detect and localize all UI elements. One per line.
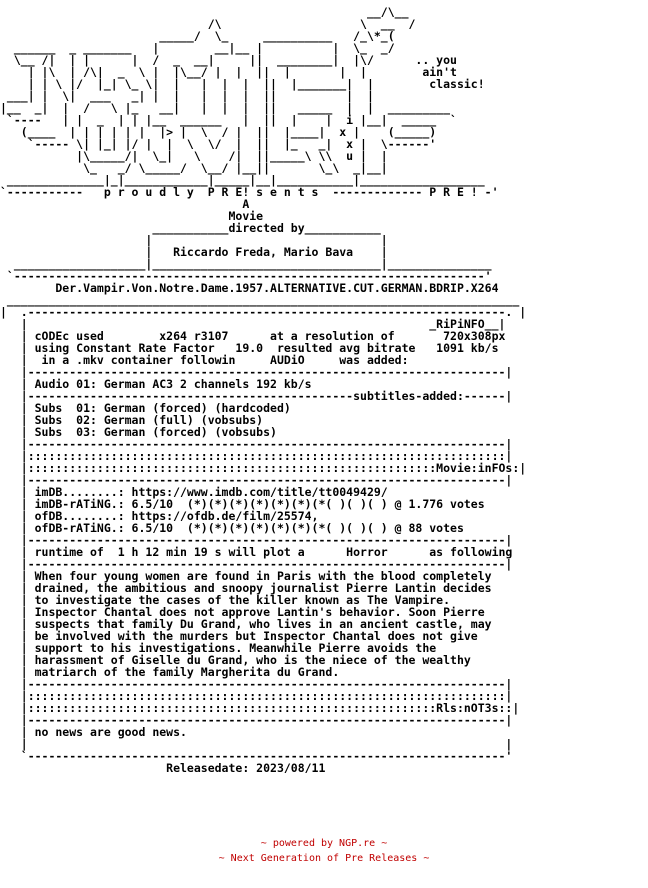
nfo-ascii-text: __/\__ /\ \ __ / _____/ \_ __________ /_\*_( ______ _ _______ | __|__ | | \_ _/ \__ /| | | | / _ __| || ________| |\/ .. you | |\ | /\| _ \ | |\__/ | | || | | | ain't | | \ |/ |_| \_ \| | | | | || |_______| | classic! ___| | \| ___ _| | | | | | || | | |__ _| | / \ |_ __| | | | || _____ | | _________ `---- | | _ | | |__ ______ | || | | i |__| _____ ` (____ | | | | | | |> | \ / | || |____| x | (_____) `----- \| |_| |/ | | \ \/ | || |_ _| x | \------' |\_____/| \_| \ /| ||_____\ \\ u | | \_ _/ \_____/ \__/ |__|| \_\ _|__| ______________|_|____________|_____|__|___________|__________________ `----------- p r o u d l y P R E! s e n t s ------------- P R E ! -' A Movie ___________directed by___________ | | | Riccardo Freda, Mario Bava | ___________________|_________________________________|_______________ `--------------------------------------------------------------------' Der.Vampir.Von.Notre.Dame.1957.ALTERNATIVE.CUT.GERMAN.BDRIP.X264 __________________________________________________________________________ | .---------------------------------------------------------------------. | | _RiPiNFO__| | cODEc used x264 r3107 at a resolution of 720x308px | using Constant Rate Factor 19.0 resulted avg bitrate 1091 kb/s | in a .mkv container followin AUDiO was added: |---------------------------------------------------------------------| | Audio 01: German AC3 2 channels 192 kb/s |-----------------------------------------------subtitles-added:------| | Subs 01: German (forced) (hardcoded) | Subs 02: German (full) (vobsubs) | Subs 03: German (forced) (vobsubs) |---------------------------------------------------------------------| |:::::::::::::::::::::::::::::::::::::::::::::::::::::::::::::::::::::| |:::::::::::::::::::::::::::::::::::::::::::::::::::::::::::Movie:inFOs:| |---------------------------------------------------------------------| | imDB........: https://www.imdb.com/title/tt0049429/ | imDB-rATiNG.: 6.5/10 (*)(*)(*)(*)(*)(*)(*( )( )( ) @ 1.776 votes | ofDB........: https://ofdb.de/film/25574, | ofDB-rATiNG.: 6.5/10 (*)(*)(*)(*)(*)(*)(*( )( )( ) @ 88 votes |---------------------------------------------------------------------| | runtime of 1 h 12 min 19 s will plot a Horror as following |---------------------------------------------------------------------| | When four young women are found in Paris with the blood completely | drained, the ambitious and snoopy journalist Pierre Lantin decides | to investigate the cases of the killer known as The Vampire. | Inspector Chantal does not approve Lantin's behavior. Soon Pierre | suspects that family Du Grand, who lives in an ancient castle, may | be involved with the murders but Inspector Chantal does not give | support to his investigations. Meanwhile Pierre avoids the | harassment of Giselle du Grand, who is the niece of the wealthy | matriarch of the family Margherita du Grand. |---------------------------------------------------------------------| |:::::::::::::::::::::::::::::::::::::::::::::::::::::::::::::::::::::| |:::::::::::::::::::::::::::::::::::::::::::::::::::::::::::Rls:nOT3s::| |---------------------------------------------------------------------| | no news are good news. | | `---------------------------------------------------------------------' Releasedate: 2023/08/11	[0, 5, 527, 775]
ngp-tagline-footer: ~ Next Generation of Pre Releases ~	[218, 853, 430, 864]
powered-by-footer: ~ powered by NGP.re ~	[260, 838, 388, 849]
